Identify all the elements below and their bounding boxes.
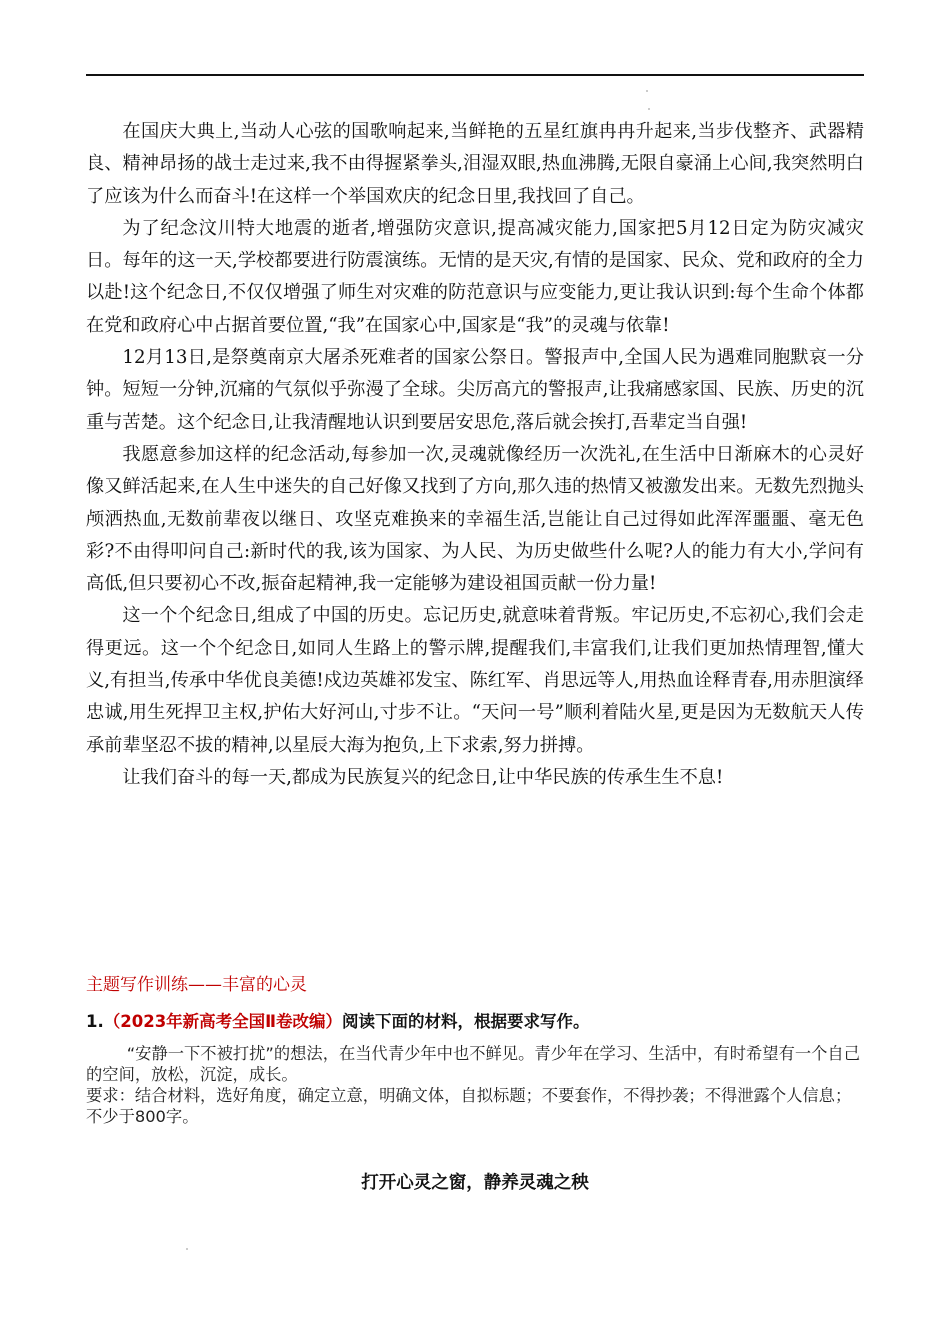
body-paragraph: 在国庆大典上,当动人心弦的国歌响起来,当鲜艳的五星红旗冉冉升起来,当步伐整齐、武器精良、精神昂扬的战士走过来,我不由得握紧拳头,泪湿双眼,热血沸腾,无限自豪涌上心间,我突然明白了应该为什么而奋斗!在这样一个举国欢庆的纪念日里,我找回了自己。: [86, 121, 864, 207]
essay-body: [86, 116, 864, 794]
question-source: （2023年新高考全国Ⅱ卷改编）: [103, 1012, 343, 1031]
question-heading: [86, 1008, 876, 1032]
question-number: 1.: [86, 1012, 104, 1031]
scan-dot: [648, 108, 650, 110]
scan-dot: [186, 1248, 188, 1250]
question-instruction: 阅读下面的材料，根据要求写作。: [342, 1012, 590, 1031]
body-paragraph: 让我们奋斗的每一天,都成为民族复兴的纪念日,让中华民族的传承生生不息!: [122, 766, 724, 788]
question-material: [86, 1043, 866, 1127]
body-paragraph: 这一个个纪念日,组成了中国的历史。忘记历史,就意味着背叛。牢记历史,不忘初心,我们会走得更远。这一个个纪念日,如同人生路上的警示牌,提醒我们,丰富我们,让我们更加热情理智,懂大义,有担当,传承中华优良美德!戍边英雄祁发宝、陈红军、肖思远等人,用热血诠释青春,用赤胆演绎忠诚,用生死捍卫主权,护佑大好河山,寸步不让。“天问一号”顺利着陆火星,更是因为无数航天人传承前辈坚忍不拔的精神,以星辰大海为抱负,上下求索,努力拼搏。: [86, 605, 864, 756]
material-requirement: 要求：结合材料，选好角度，确定立意，明确文体，自拟标题；不要套作，不得抄袭；不得泄露个人信息；不少于800字。: [86, 1086, 852, 1126]
scan-dot: [646, 90, 648, 92]
body-paragraph: 为了纪念汶川特大地震的逝者,增强防灾意识,提高减灾能力,国家把5月12日定为防灾减灾日。每年的这一天,学校都要进行防震演练。无情的是天灾,有情的是国家、民众、党和政府的全力以赴!这个纪念日,不仅仅增强了师生对灾难的防范意识与应变能力,更让我认识到:每个生命个体都在党和政府心中占据首要位置,“我”在国家心中,国家是“我”的灵魂与依靠!: [86, 217, 864, 336]
section-title: 主题写作训练——丰富的心灵: [86, 975, 307, 995]
body-paragraph: 我愿意参加这样的纪念活动,每参加一次,灵魂就像经历一次洗礼,在生活中日渐麻木的心灵好像又鲜活起来,在人生中迷失的自己好像又找到了方向,那久违的热情又被激发出来。无数先烈抛头颅洒热血,无数前辈夜以继日、攻坚克难换来的幸福生活,岂能让自己过得如此浑浑噩噩、毫无色彩?不由得叩问自己:新时代的我,该为国家、为人民、为历史做些什么呢?人的能力有大小,学问有高低,但只要初心不改,振奋起精神,我一定能够为建设祖国贡献一份力量!: [86, 443, 864, 595]
header-rule: [86, 74, 864, 76]
material-text: “安静一下不被打扰”的想法，在当代青少年中也不鲜见。青少年在学习、生活中，有时希望有一个自己的空间，放松，沉淀，成长。: [86, 1044, 860, 1084]
body-paragraph: 12月13日,是祭奠南京大屠杀死难者的国家公祭日。警报声中,全国人民为遇难同胞默哀一分钟。短短一分钟,沉痛的气氛似乎弥漫了全球。尖厉高亢的警报声,让我痛感家国、民族、历史的沉重与苦楚。这个纪念日,让我清醒地认识到要居安思危,落后就会挨打,吾辈定当自强!: [86, 347, 864, 433]
essay-title: 打开心灵之窗，静养灵魂之秧: [361, 1173, 589, 1193]
